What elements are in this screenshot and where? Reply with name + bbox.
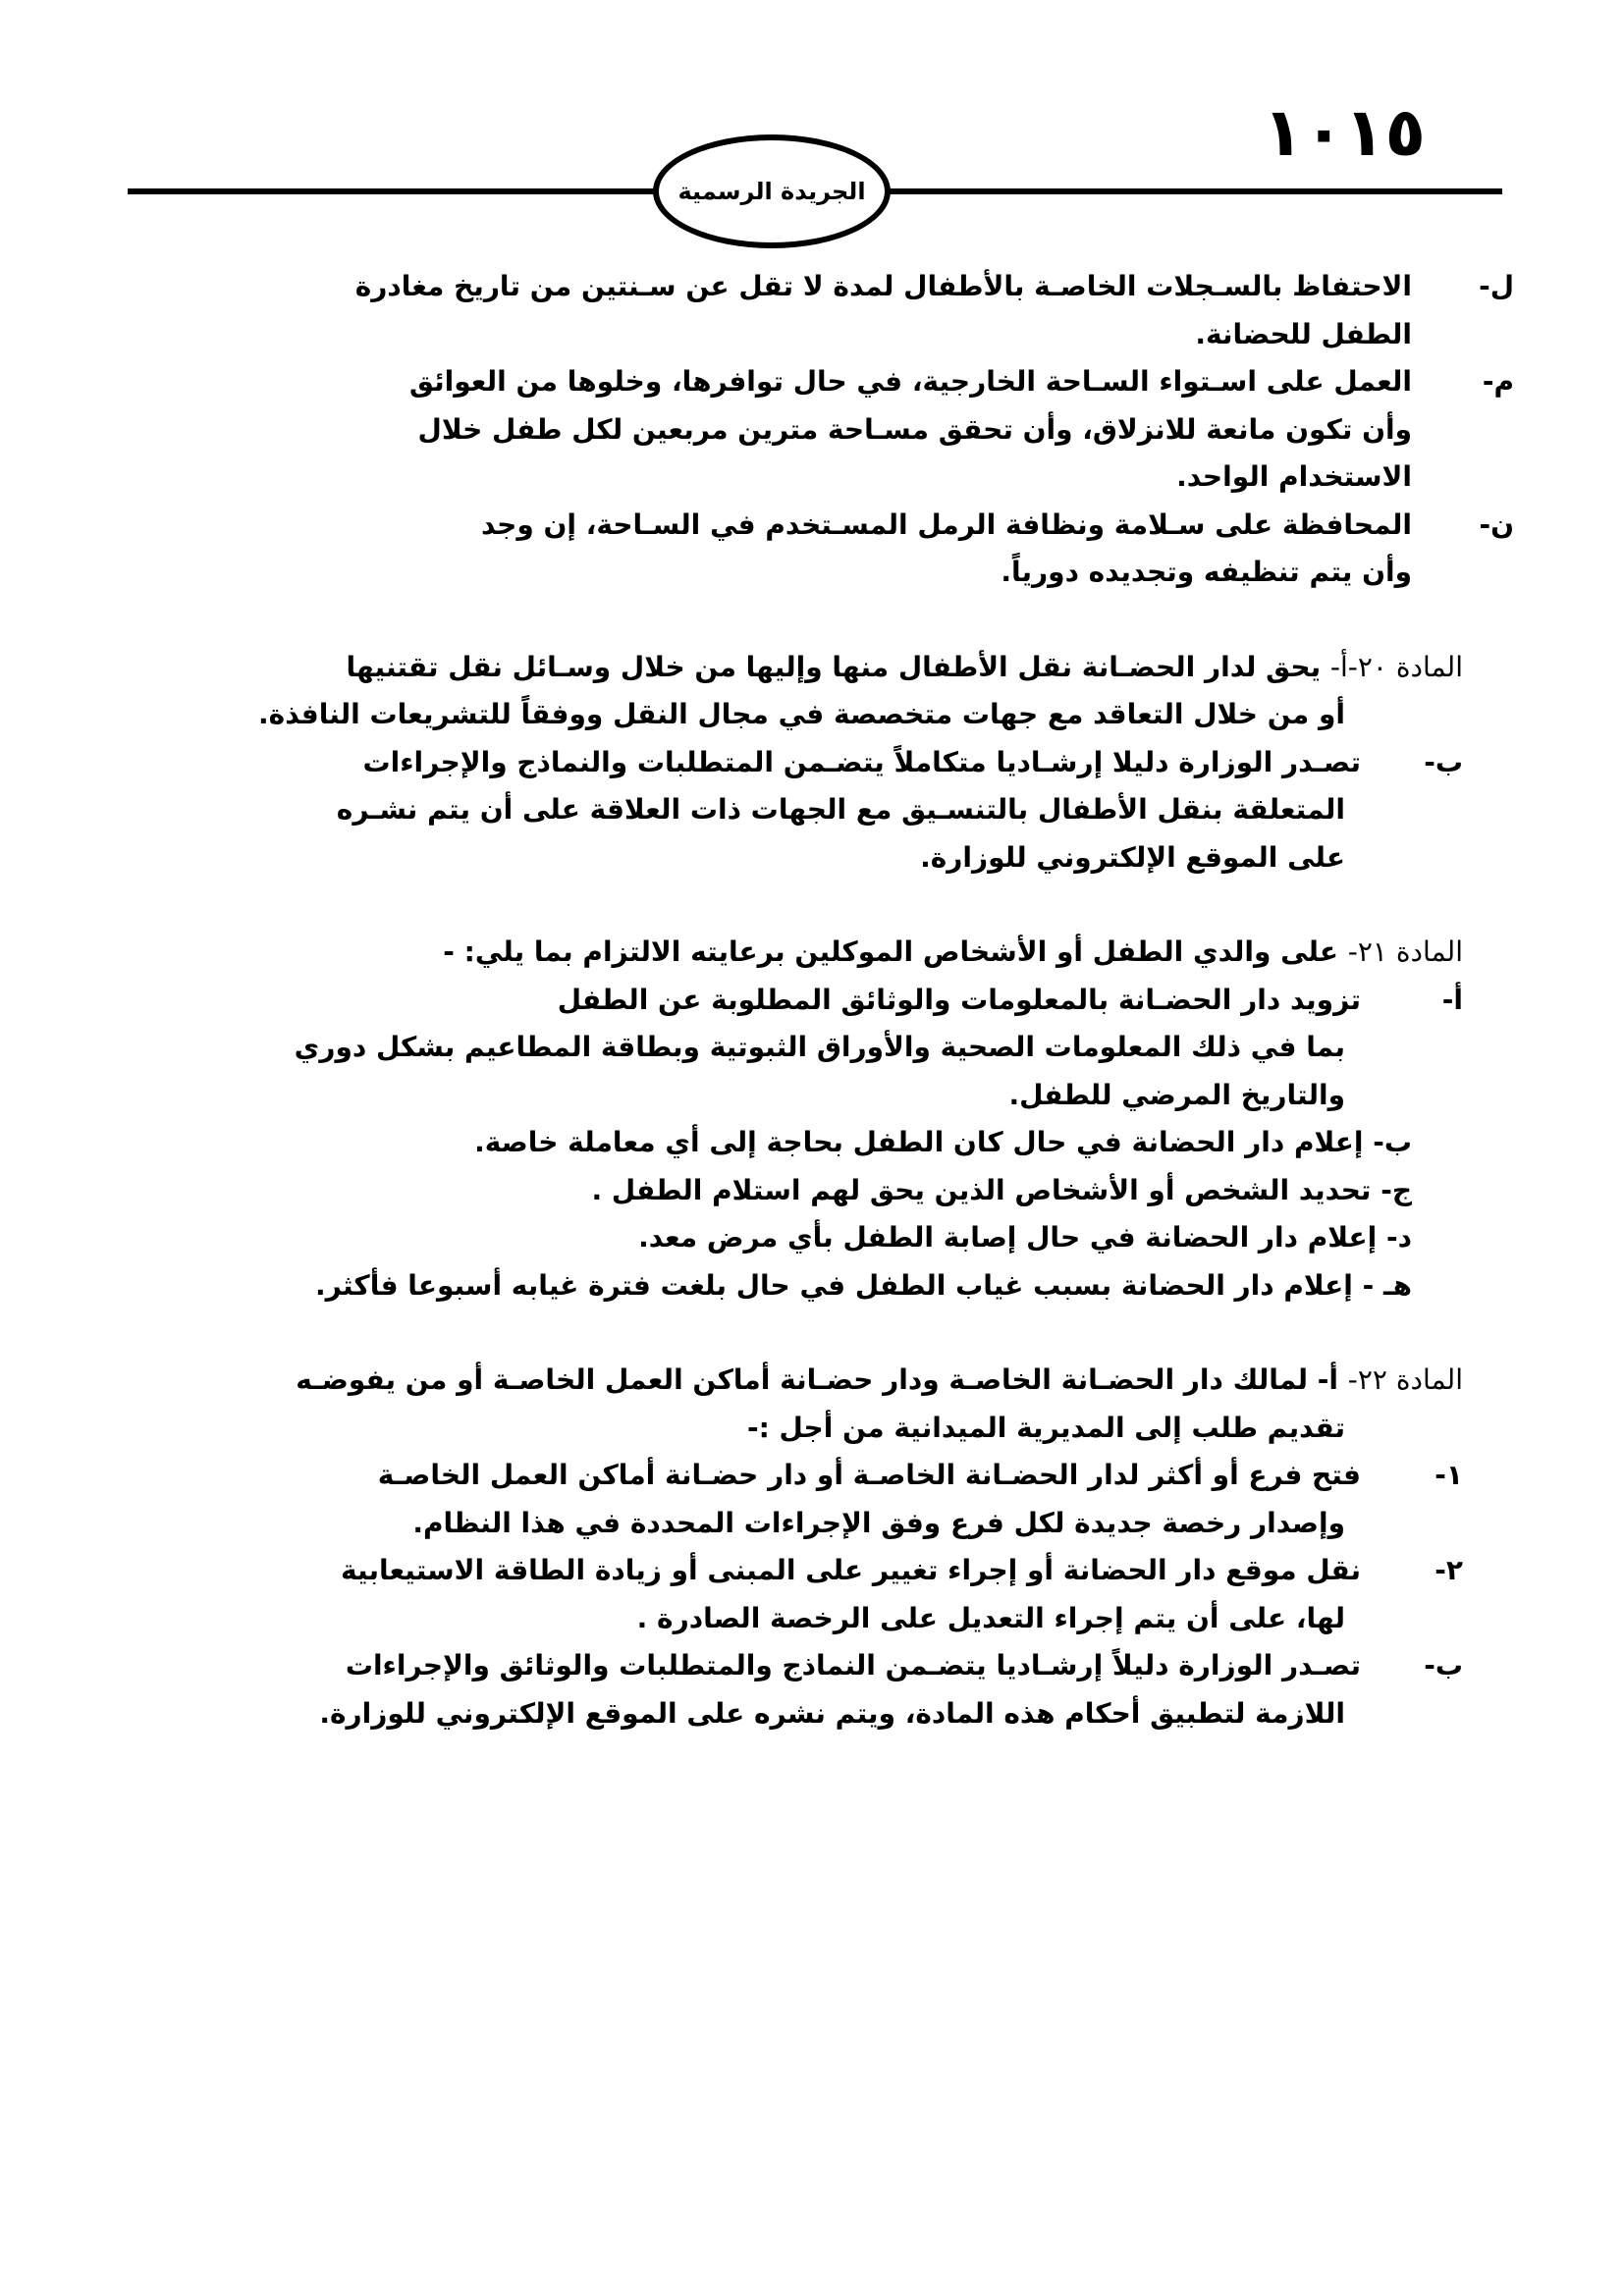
article-21-a-cont: والتاريخ المرضي للطفل.	[1008, 1078, 1345, 1111]
article-20-b-cont: على الموقع الإلكتروني للوزارة.	[920, 840, 1345, 874]
article-21-d: د- إعلام دار الحضانة في حال إصابة الطفل بأي مرض معد.	[638, 1221, 1412, 1254]
article-20	[135, 644, 1463, 882]
clause-text: تصـدر الوزارة دليلا إرشـاديا متكاملاً يتضـمن المتطلبات والنماذج والإجراءات	[362, 745, 1361, 778]
clause-label: أ-	[1317, 1363, 1338, 1396]
clause-mim	[135, 358, 1514, 406]
clause-text: نقل موقع دار الحضانة أو إجراء تغيير على المبنى أو زيادة الطاقة الاستيعابية	[341, 1554, 1361, 1586]
clause-label: ب-	[1424, 745, 1463, 778]
article-22-n1	[135, 1452, 1463, 1500]
article-text: لمالك دار الحضـانة الخاصـة ودار حضـانة أماكن العمل الخاصـة أو من يفوضـه	[296, 1363, 1309, 1396]
article-21-a	[135, 977, 1463, 1025]
article-21	[135, 929, 1463, 1309]
clause-label: ١-	[1435, 1459, 1463, 1491]
clause-text: فتح فرع أو أكثر لدار الحضـانة الخاصـة أو دار حضـانة أماكن العمل الخاصـة	[377, 1459, 1361, 1491]
article-20-b-cont: المتعلقة بنقل الأطفال بالتنسـيق مع الجهات ذات العلاقة على أن يتم نشـره	[336, 793, 1345, 826]
clause-label: ن-	[1479, 507, 1514, 541]
article-21-head	[135, 929, 1463, 977]
document-body	[135, 263, 1514, 1737]
clause-label: م-	[1482, 365, 1514, 398]
article-22	[135, 1357, 1463, 1737]
article-label: المادة ٢٢-	[1347, 1363, 1463, 1396]
article-21-e: هـ - إعلام دار الحضانة بسبب غياب الطفل في حال بلغت فترة غيابه أسبوعا فأكثر.	[314, 1268, 1412, 1302]
clause-mim-cont: الاستخدام الواحد.	[1176, 460, 1412, 493]
article-22-b-cont: اللازمة لتطبيق أحكام هذه المادة، ويتم نشره على الموقع الإلكتروني للوزارة.	[319, 1696, 1345, 1730]
clause-text: تصـدر الوزارة دليلاً إرشـاديا يتضـمن النماذج والمتطلبات والوثائق والإجراءات	[345, 1649, 1361, 1682]
gazette-title-oval	[653, 134, 891, 248]
clause-label: أ-	[1441, 983, 1463, 1016]
article-20-b	[135, 739, 1463, 787]
clause-text: العمل على اسـتواء السـاحة الخارجية، في حال توافرها، وخلوها من العوائق	[408, 365, 1412, 398]
article-20-head	[135, 644, 1463, 692]
clause-text: تزويد دار الحضـانة بالمعلومات والوثائق المطلوبة عن الطفل	[557, 983, 1361, 1016]
article-20-cont: أو من خلال التعاقد مع جهات متخصصة في مجال النقل ووفقاً للتشريعات النافذة.	[258, 698, 1345, 730]
article-22-n2-cont: لها، على أن يتم إجراء التعديل على الرخصة الصادرة .	[636, 1601, 1345, 1634]
article-22-b	[135, 1642, 1463, 1690]
clause-lam-cont: الطفل للحضانة.	[1195, 317, 1412, 350]
clause-lam	[135, 263, 1514, 311]
article-22-head	[135, 1357, 1463, 1405]
clause-nun	[135, 502, 1514, 550]
article-21-b: ب- إعلام دار الحضانة في حال كان الطفل بحاجة إلى أي معاملة خاصة.	[474, 1126, 1412, 1158]
article-21-c: ج- تحديد الشخص أو الأشخاص الذين يحق لهم استلام الطفل .	[591, 1173, 1412, 1206]
clause-nun-cont: وأن يتم تنظيفه وتجديده دورياً.	[1001, 556, 1412, 588]
article-label: المادة ٢٠-أ-	[1329, 650, 1463, 683]
article-22-a-cont: تقديم طلب إلى المديرية الميدانية من أجل :-	[746, 1411, 1345, 1444]
clause-label: ٢-	[1435, 1554, 1463, 1586]
clause-text: الاحتفاظ بالسـجلات الخاصـة بالأطفال لمدة لا تقل عن سـنتين من تاريخ مغادرة	[354, 270, 1412, 302]
gazette-title: الجريدة الرسمية	[677, 178, 866, 205]
article-text: يحق لدار الحضـانة نقل الأطفال منها وإليها من خلال وسـائل نقل تقتنيها	[346, 650, 1322, 683]
clause-label: ب-	[1424, 1649, 1463, 1682]
article-label: المادة ٢١-	[1347, 935, 1463, 968]
article-22-n2	[135, 1547, 1463, 1595]
page-number: ١٠١٥	[1263, 94, 1427, 172]
article-21-a-cont: بما في ذلك المعلومات الصحية والأوراق الثبوتية وبطاقة المطاعيم بشكل دوري	[294, 1031, 1345, 1063]
clause-label: ل-	[1479, 270, 1514, 302]
article-text: على والدي الطفل أو الأشخاص الموكلين برعايته الالتزام بما يلي: -	[443, 935, 1338, 968]
clause-text: المحافظة على سـلامة ونظافة الرمل المسـتخدم في السـاحة، إن وجد	[481, 507, 1412, 541]
clause-mim-cont: وأن تكون مانعة للانزلاق، وأن تحقق مسـاحة مترين مربعين لكل طفل خلال	[417, 412, 1412, 446]
article-22-n1-cont: وإصدار رخصة جديدة لكل فرع وفق الإجراءات المحددة في هذا النظام.	[412, 1506, 1345, 1539]
